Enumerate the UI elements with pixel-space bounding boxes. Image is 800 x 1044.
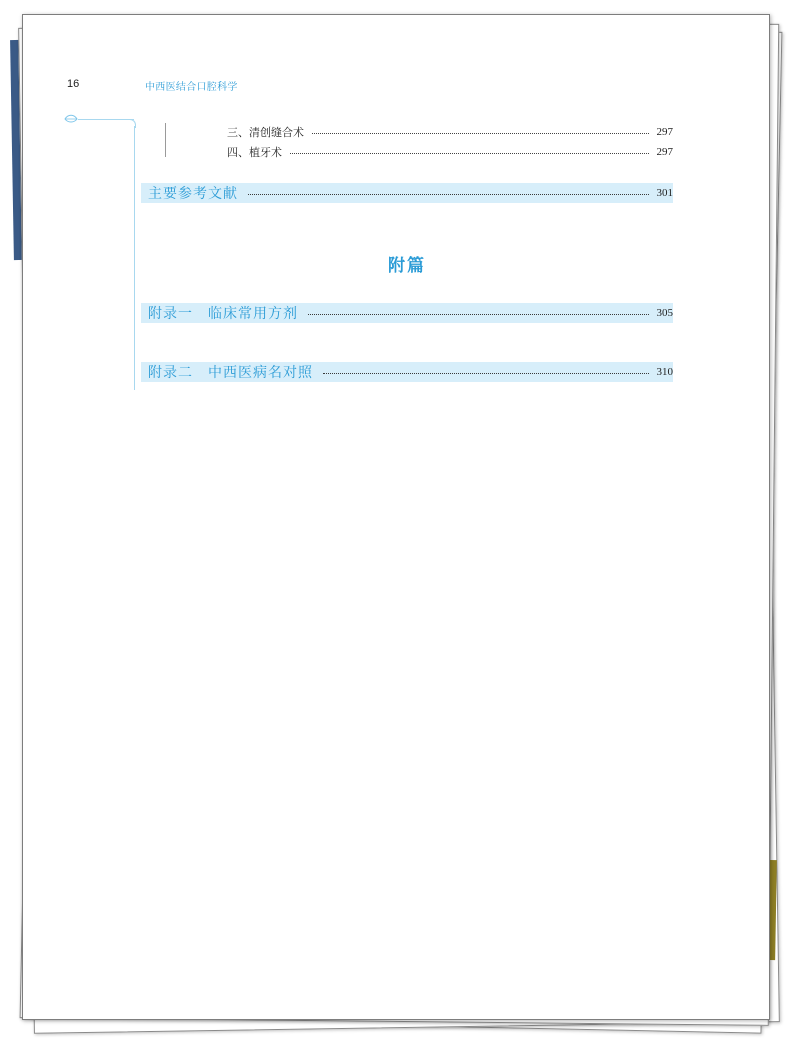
toc-entry-page: 310 bbox=[656, 366, 673, 378]
running-head: 中西医结合口腔科学 bbox=[145, 82, 238, 93]
decorative-rule bbox=[78, 119, 134, 120]
dot-leader bbox=[290, 153, 649, 154]
toc-entry-label: 附录一 临床常用方剂 bbox=[148, 306, 298, 322]
dot-leader bbox=[248, 194, 649, 195]
toc-entry-sub[interactable] bbox=[227, 124, 673, 140]
toc-entry-appendix[interactable] bbox=[141, 362, 673, 382]
toc-entry-appendix[interactable] bbox=[141, 303, 673, 323]
dot-leader bbox=[323, 373, 649, 374]
toc-entry-label: 附录二 中西医病名对照 bbox=[148, 365, 313, 381]
toc-entry-page: 297 bbox=[656, 126, 673, 138]
toc-page bbox=[22, 14, 770, 1020]
decorative-vertical-rule bbox=[134, 126, 135, 390]
toc-entry-label: 主要参考文献 bbox=[148, 186, 238, 202]
leaf-icon bbox=[64, 114, 78, 124]
appendix-section-title: 附篇 bbox=[388, 256, 426, 276]
toc-entry-sub[interactable] bbox=[227, 144, 673, 160]
toc-entry-references[interactable] bbox=[141, 183, 673, 203]
page-number: 16 bbox=[67, 78, 80, 90]
toc-entry-label: 四、植牙术 bbox=[227, 146, 282, 159]
dot-leader bbox=[312, 133, 649, 134]
toc-entry-page: 297 bbox=[656, 146, 673, 158]
toc-entry-label: 三、清创缝合术 bbox=[227, 126, 304, 139]
toc-entry-page: 305 bbox=[656, 307, 673, 319]
dot-leader bbox=[308, 314, 649, 315]
subsection-bracket-line bbox=[165, 123, 166, 157]
toc-entry-page: 301 bbox=[656, 187, 673, 199]
